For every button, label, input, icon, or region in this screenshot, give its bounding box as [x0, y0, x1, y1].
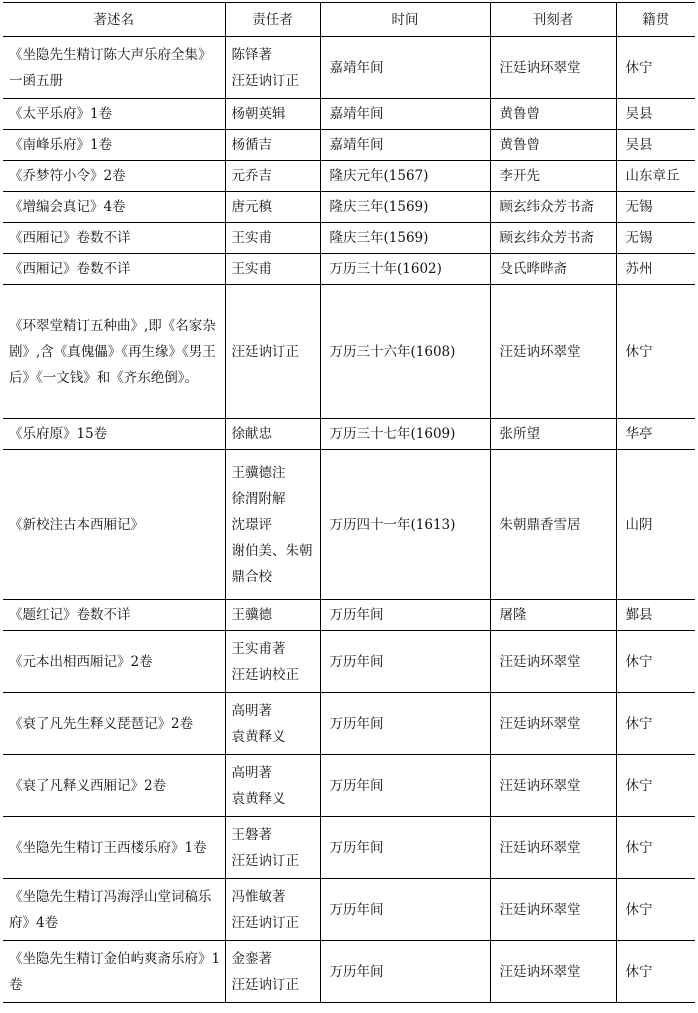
cell-author: 王实甫著 汪廷讷校正: [225, 631, 320, 693]
header-row: [3, 3, 695, 37]
cell-publisher: 汪廷讷环翠堂: [490, 631, 616, 693]
cell-publisher: 汪廷讷环翠堂: [490, 37, 616, 99]
cell-author: 王骥德: [225, 600, 320, 631]
cell-title: 《衰了凡释义西厢记》2卷: [3, 755, 225, 817]
cell-author: 王实甫: [225, 223, 320, 254]
cell-title: 《西厢记》卷数不详: [3, 254, 225, 285]
table-row: [3, 161, 695, 192]
cell-time: 万历年间: [320, 600, 490, 631]
table-row: [3, 693, 695, 755]
cell-publisher: 汪廷讷环翠堂: [490, 755, 616, 817]
cell-author: 杨朝英辑: [225, 99, 320, 130]
cell-author: 杨循吉: [225, 130, 320, 161]
cell-time: 隆庆三年(1569): [320, 192, 490, 223]
cell-author: 唐元稹: [225, 192, 320, 223]
cell-title: 《环翠堂精订五种曲》,即《名家杂剧》,含《真傀儡》《再生缘》《男王后》《一文钱》和《齐东绝倒》。: [3, 285, 225, 419]
table-row: [3, 631, 695, 693]
table-row: [3, 941, 695, 1003]
cell-native-place: 华亭: [616, 419, 695, 450]
cell-title: 《题红记》卷数不详: [3, 600, 225, 631]
cell-author: 冯惟敏著 汪廷讷订正: [225, 879, 320, 941]
table-row: [3, 755, 695, 817]
cell-title: 《南峰乐府》1卷: [3, 130, 225, 161]
cell-time: 万历三十七年(1609): [320, 419, 490, 450]
cell-author: 汪廷讷订正: [225, 285, 320, 419]
table-row: [3, 817, 695, 879]
cell-native-place: 吴县: [616, 99, 695, 130]
table-row: [3, 223, 695, 254]
cell-native-place: 休宁: [616, 693, 695, 755]
cell-title: 《增编会真记》4卷: [3, 192, 225, 223]
cell-title: 《衰了凡先生释义琵琶记》2卷: [3, 693, 225, 755]
cell-publisher: 黄鲁曾: [490, 99, 616, 130]
cell-title: 《乐府原》15卷: [3, 419, 225, 450]
cell-author: 王磐著 汪廷讷订正: [225, 817, 320, 879]
cell-native-place: 休宁: [616, 37, 695, 99]
cell-time: 万历年间: [320, 693, 490, 755]
cell-native-place: 休宁: [616, 817, 695, 879]
table-row: [3, 192, 695, 223]
table-row: [3, 254, 695, 285]
cell-native-place: 休宁: [616, 755, 695, 817]
cell-title: 《坐隐先生精订王西楼乐府》1卷: [3, 817, 225, 879]
cell-author: 徐献忠: [225, 419, 320, 450]
cell-time: 万历年间: [320, 631, 490, 693]
cell-time: 万历三十六年(1608): [320, 285, 490, 419]
cell-title: 《元本出相西厢记》2卷: [3, 631, 225, 693]
cell-publisher: 张所望: [490, 419, 616, 450]
cell-author: 金銮著 汪廷讷订正: [225, 941, 320, 1003]
cell-title: 《坐隐先生精订金伯屿爽斋乐府》1卷: [3, 941, 225, 1003]
cell-publisher: 李开先: [490, 161, 616, 192]
cell-title: 《坐隐先生精订陈大声乐府全集》一函五册: [3, 37, 225, 99]
cell-time: 嘉靖年间: [320, 130, 490, 161]
cell-native-place: 山阴: [616, 450, 695, 600]
cell-title: 《乔梦符小令》2卷: [3, 161, 225, 192]
cell-time: 万历年间: [320, 817, 490, 879]
cell-native-place: 休宁: [616, 631, 695, 693]
cell-time: 嘉靖年间: [320, 99, 490, 130]
cell-title: 《坐隐先生精订冯海浮山堂词稿乐府》4卷: [3, 879, 225, 941]
cell-native-place: 无锡: [616, 223, 695, 254]
cell-native-place: 鄞县: [616, 600, 695, 631]
cell-native-place: 吴县: [616, 130, 695, 161]
cell-publisher: 顾玄纬众芳书斋: [490, 192, 616, 223]
cell-title: 《新校注古本西厢记》: [3, 450, 225, 600]
header-time: 时间: [320, 3, 490, 37]
cell-publisher: 顾玄纬众芳书斋: [490, 223, 616, 254]
publications-table: [3, 2, 695, 1003]
header-publisher: 刊刻者: [490, 3, 616, 37]
cell-author: 王实甫: [225, 254, 320, 285]
cell-publisher: 汪廷讷环翠堂: [490, 941, 616, 1003]
table-row: [3, 419, 695, 450]
table-row: [3, 37, 695, 99]
cell-time: 万历四十一年(1613): [320, 450, 490, 600]
cell-native-place: 无锡: [616, 192, 695, 223]
cell-title: 《太平乐府》1卷: [3, 99, 225, 130]
table-row: [3, 99, 695, 130]
cell-time: 万历年间: [320, 941, 490, 1003]
cell-publisher: 朱朝鼎香雪居: [490, 450, 616, 600]
table-row: [3, 285, 695, 419]
cell-publisher: 黄鲁曾: [490, 130, 616, 161]
cell-native-place: 休宁: [616, 285, 695, 419]
cell-title: 《西厢记》卷数不详: [3, 223, 225, 254]
header-title: 著述名: [3, 3, 225, 37]
cell-native-place: 苏州: [616, 254, 695, 285]
header-author: 责任者: [225, 3, 320, 37]
cell-publisher: 汪廷讷环翠堂: [490, 693, 616, 755]
cell-time: 隆庆元年(1567): [320, 161, 490, 192]
cell-time: 万历年间: [320, 879, 490, 941]
cell-native-place: 休宁: [616, 941, 695, 1003]
cell-publisher: 屠隆: [490, 600, 616, 631]
cell-author: 高明著 袁黄释义: [225, 693, 320, 755]
cell-native-place: 山东章丘: [616, 161, 695, 192]
cell-time: 嘉靖年间: [320, 37, 490, 99]
cell-author: 陈铎著 汪廷讷订正: [225, 37, 320, 99]
header-native-place: 籍贯: [616, 3, 695, 37]
cell-publisher: 汪廷讷环翠堂: [490, 285, 616, 419]
cell-time: 隆庆三年(1569): [320, 223, 490, 254]
table-row: [3, 130, 695, 161]
cell-author: 元乔吉: [225, 161, 320, 192]
cell-time: 万历年间: [320, 755, 490, 817]
cell-publisher: 汪廷讷环翠堂: [490, 879, 616, 941]
cell-author: 王骥德注 徐渭附解 沈璟评 谢伯美、朱朝鼎合校: [225, 450, 320, 600]
cell-publisher: 汪廷讷环翠堂: [490, 817, 616, 879]
table-row: [3, 879, 695, 941]
cell-native-place: 休宁: [616, 879, 695, 941]
table-row: [3, 450, 695, 600]
cell-publisher: 殳氏晔晔斋: [490, 254, 616, 285]
cell-time: 万历三十年(1602): [320, 254, 490, 285]
cell-author: 高明著 袁黄释义: [225, 755, 320, 817]
table-row: [3, 600, 695, 631]
